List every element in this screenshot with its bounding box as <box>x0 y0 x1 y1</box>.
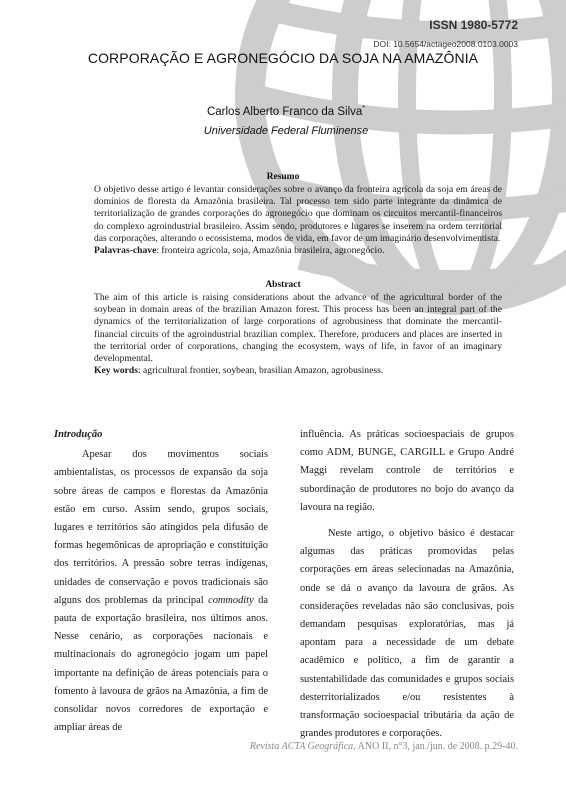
journal-name: Revista ACTA Geográfica <box>249 741 354 752</box>
intro-text-part-1: Apesar dos movimentos sociais ambientalistas, os processos de expansão da soja sobre áreas de campos e florestas da Amazônia estão em curso. Assim sendo, grupos sociais, lugares e territórios são atingidos pela difusão de formas hegemônicas de apropriação e constituição dos territórios. A pressão sobre terras indígenas, unidades de conservação e povos tradicionais são alguns dos problemas da principal <box>54 449 268 606</box>
author-footnote-mark: * <box>362 105 366 113</box>
commodity-term: commodity <box>208 594 254 606</box>
abstract-keywords-label: Key words <box>94 365 138 377</box>
abstract-keywords-list: : agricultural frontier, soybean, brasilian Amazon, agrobusiness. <box>137 365 384 377</box>
abstract-text: The aim of this article is raising considerations about the advance of the agricultural border of the soybean in domain areas of the brazilian Amazon forest. This process has been an integral part of the dynamics of the territorialization of large corporations of agrobusiness that dominate the mercantil-financial circuits of the agroindustrial brazilian complex. Therefore, producers and places are inserted in the territorial order of corporations, changing the ecosystem, ways of life, in favor of an imaginary developmental. <box>94 292 502 365</box>
issn-label: ISSN 1980-5772 <box>429 18 518 32</box>
abstract-heading: Abstract <box>265 280 301 290</box>
continued-paragraph: influência. As práticas socioespaciais de grupos como ADM, BUNGE, CARGILL e Grupo André Maggi revelam controle de territórios e subordinação de produtores no bojo do avanço da lavoura na região. <box>300 429 514 513</box>
resumo-heading: Resumo <box>266 172 300 182</box>
body-column-right <box>300 426 514 743</box>
abstract-keywords <box>94 365 502 377</box>
author-text: Carlos Alberto Franco da Silva <box>206 106 363 118</box>
doi-label: DOI: 10.5654/actageo2008.0103.0003 <box>373 39 518 49</box>
introduction-heading: Introdução <box>54 429 103 440</box>
resumo-keywords-list: : fronteira agrícola, soja, Amazônia brasileira, agronegócio. <box>156 245 385 257</box>
objective-paragraph: Neste artigo, o objetivo básico é destacar algumas das práticas promovidas pelas corporações em áreas selecionadas na Amazônia, onde se dá o avanço da lavoura de grãos. As considerações reveladas não são conclusivas, pois demandam pesquisas exploratórias, mas já apontam para a necessidade de um debate acadêmico e político, a fim de garantir a sustentabilidade das comunidades e grupos sociais desterritorializados e/ou resistentes à transformação socioespacial tributária da ação de grandes produtores e corporações. <box>300 528 514 740</box>
resumo-keywords-label: Palavras-chave <box>94 245 157 257</box>
author-name <box>0 106 566 118</box>
abstract-body <box>94 292 502 377</box>
journal-citation-footer <box>250 741 518 752</box>
author-affiliation: Universidade Federal Fluminense <box>203 125 369 137</box>
citation-details: , ANO II, n°3, jan./jun. de 2008. p.29-40. <box>353 741 518 752</box>
body-column-left <box>54 426 268 737</box>
intro-text-part-2: da pauta de exportação brasileira, nos últimos anos. Nesse cenário, as corporações nacionais e multinacionais do agronegócio jogam um papel importante na definição de áreas potenciais para o fomento à lavoura de grãos na Amazônia, a fim de consolidar novos corredores de exportação e ampliar áreas de <box>54 594 268 734</box>
article-title: CORPORAÇÃO E AGRONEGÓCIO DA SOJA NA AMAZÔNIA <box>87 50 479 66</box>
resumo-keywords <box>94 245 502 257</box>
intro-paragraph <box>54 446 268 737</box>
resumo-body <box>94 184 502 257</box>
resumo-text: O objetivo desse artigo é levantar considerações sobre o avanço da fronteira agrícola da soja em áreas de domínios de floresta da Amazônia brasileira. Tal processo tem sido parte integrante da dinâmica de territorialização de grandes corporações do agronegócio que dominam os circuitos mercantil-financeiros do complexo agroindustrial brasileiro. Assim sendo, produtores e lugares se inserem na ordem territorial das corporações, alterando o ecossistema, modos de vida, em favor de um imaginário desenvolvimentista. <box>94 184 502 244</box>
